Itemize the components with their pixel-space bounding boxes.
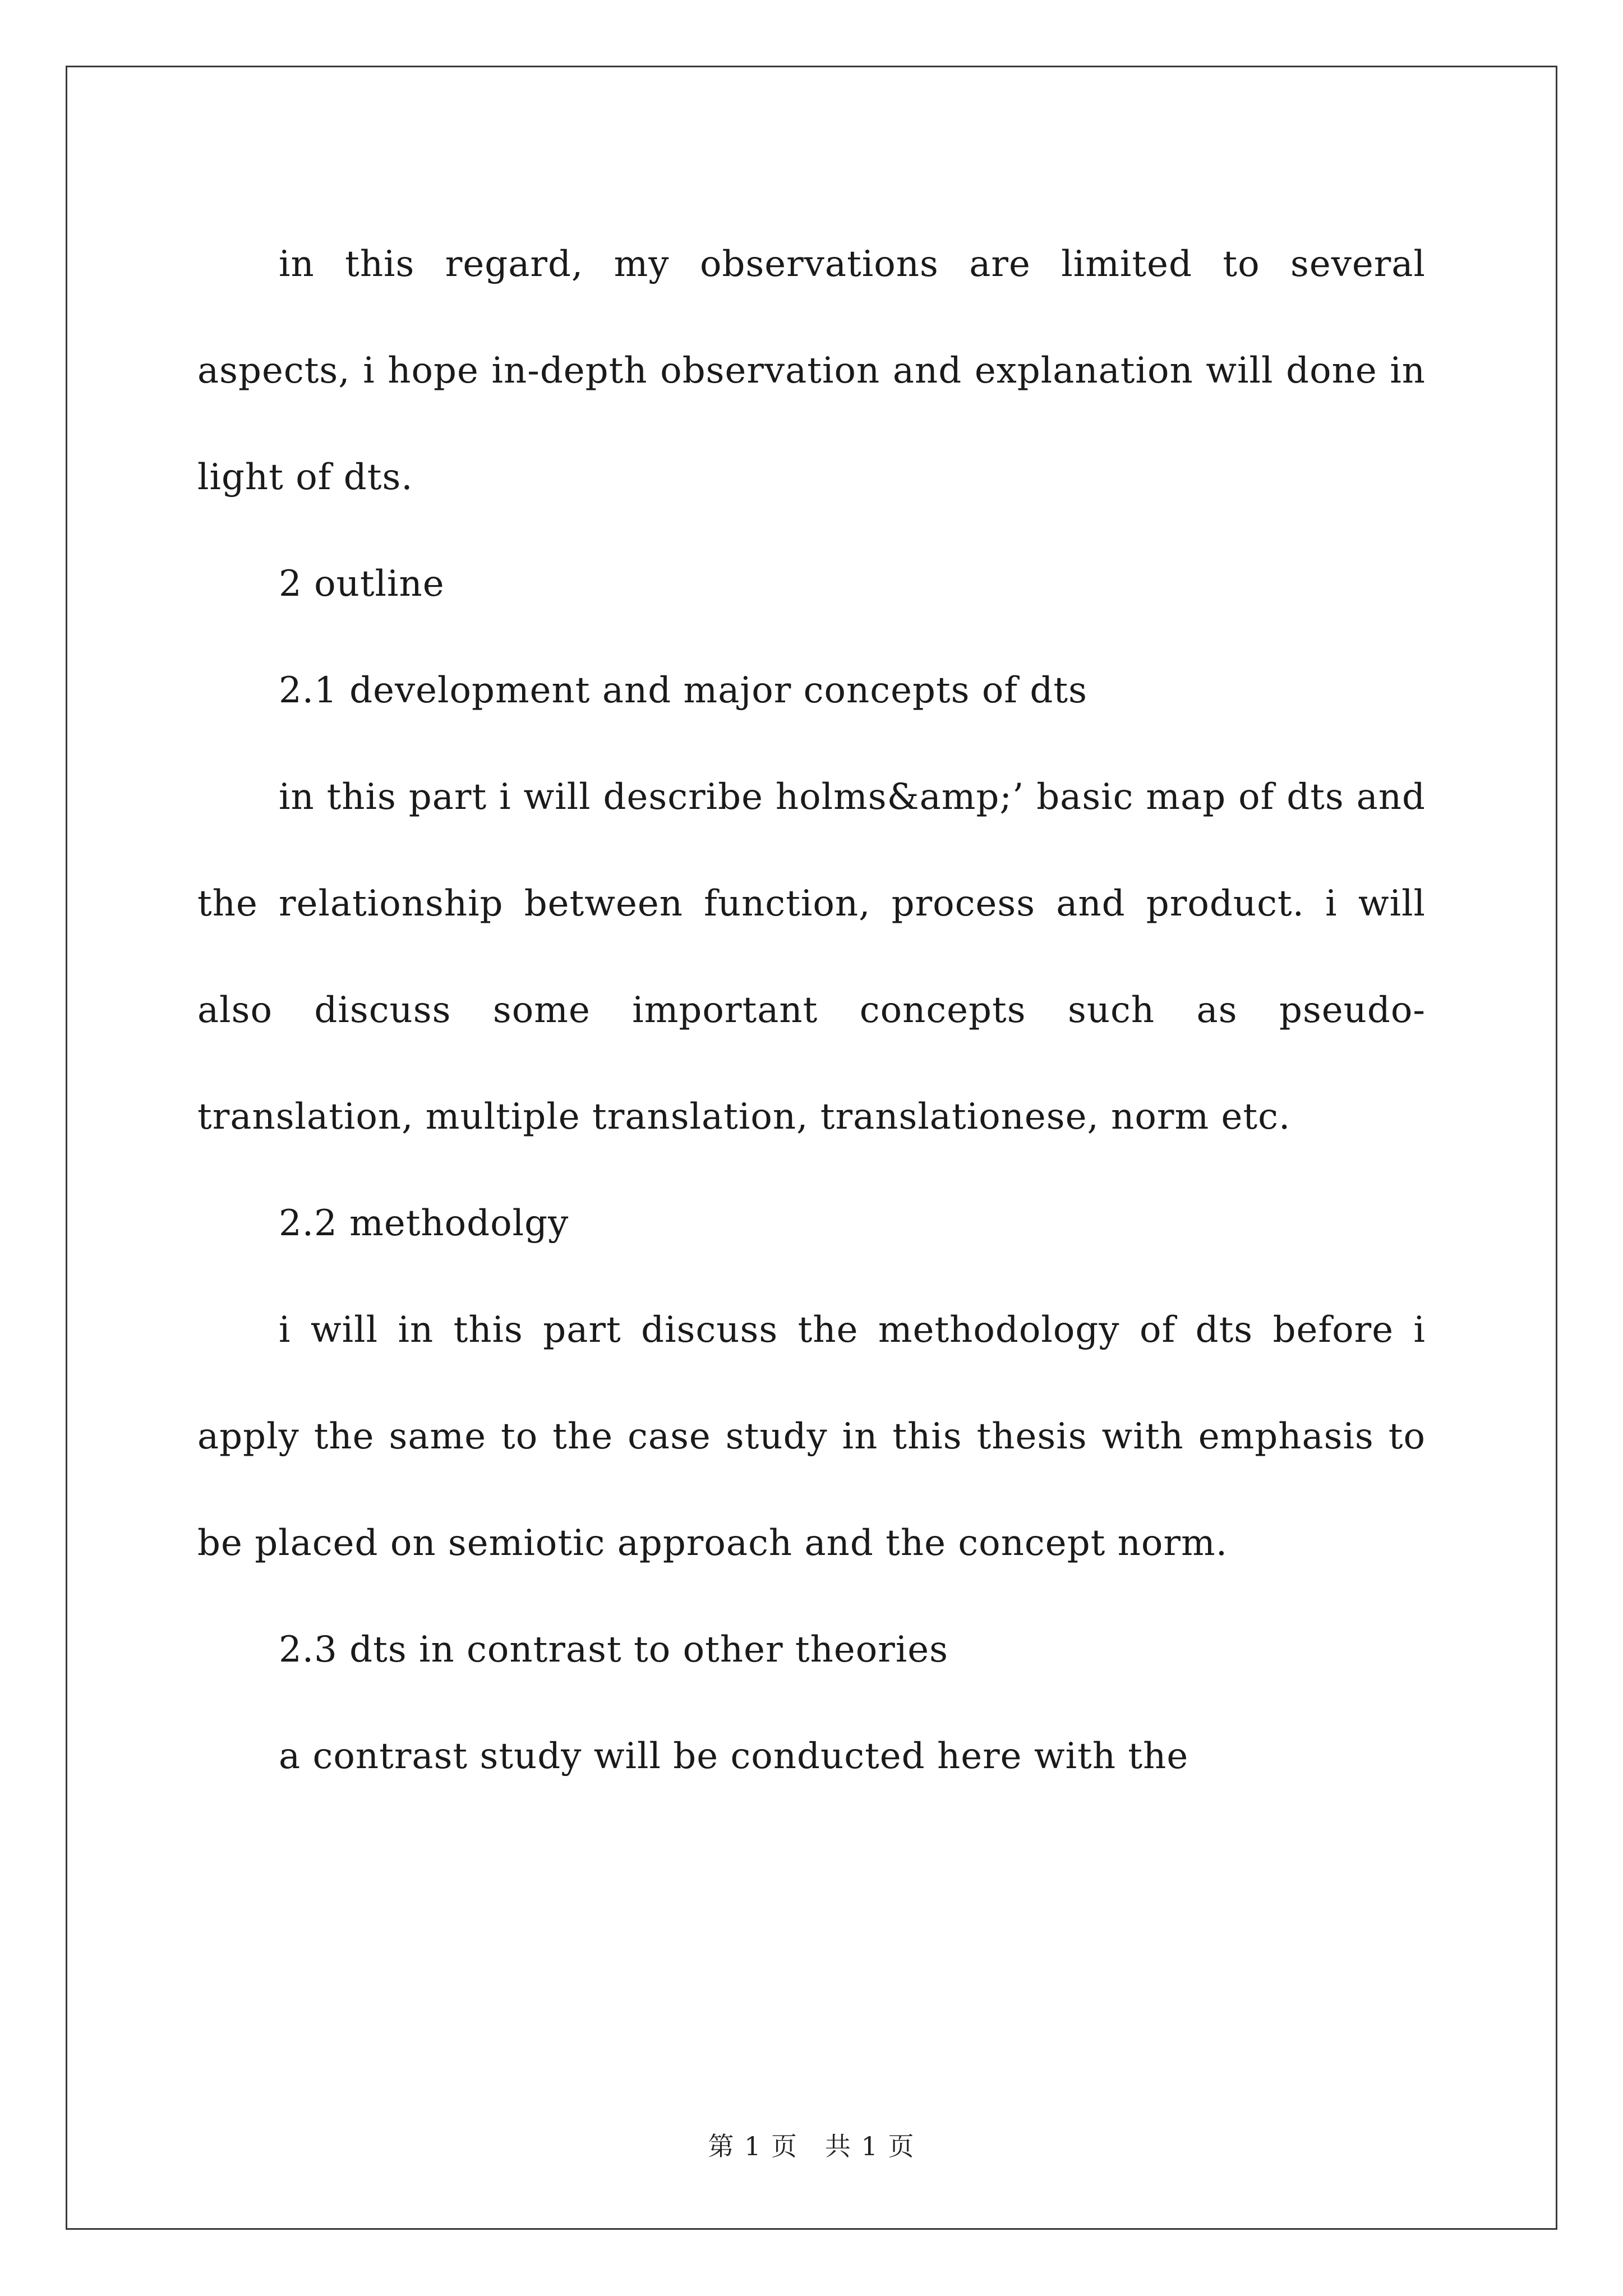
section-heading-outline: 2 outline — [279, 563, 445, 605]
paragraph-2-2: i will in this part discuss the methodology of dts before i apply the same to the case study in this thesis with emphasis to be placed on semiotic approach and the concept norm. — [197, 1309, 1426, 1564]
paragraph-2-3: a contrast study will be conducted here with the — [279, 1736, 1189, 1777]
paragraph-2-1: in this part i will describe holms&amp;’ basic map of dts and the relationship between function, process and product. i will also discuss some important concepts such as pseudo-translation, multiple translation, translationese, norm etc. — [197, 776, 1426, 1138]
document-body — [197, 211, 1426, 1810]
section-heading-2-3: 2.3 dts in contrast to other theories — [279, 1629, 948, 1671]
section-heading-2-2: 2.2 methodolgy — [279, 1203, 569, 1244]
page-number-footer: 第 1 页 共 1 页 — [708, 2131, 915, 2161]
paragraph-intro: in this regard, my observations are limited to several aspects, i hope in-depth observation and explanation will done in light of dts. — [197, 243, 1426, 498]
section-heading-2-1: 2.1 development and major concepts of dts — [279, 670, 1087, 711]
